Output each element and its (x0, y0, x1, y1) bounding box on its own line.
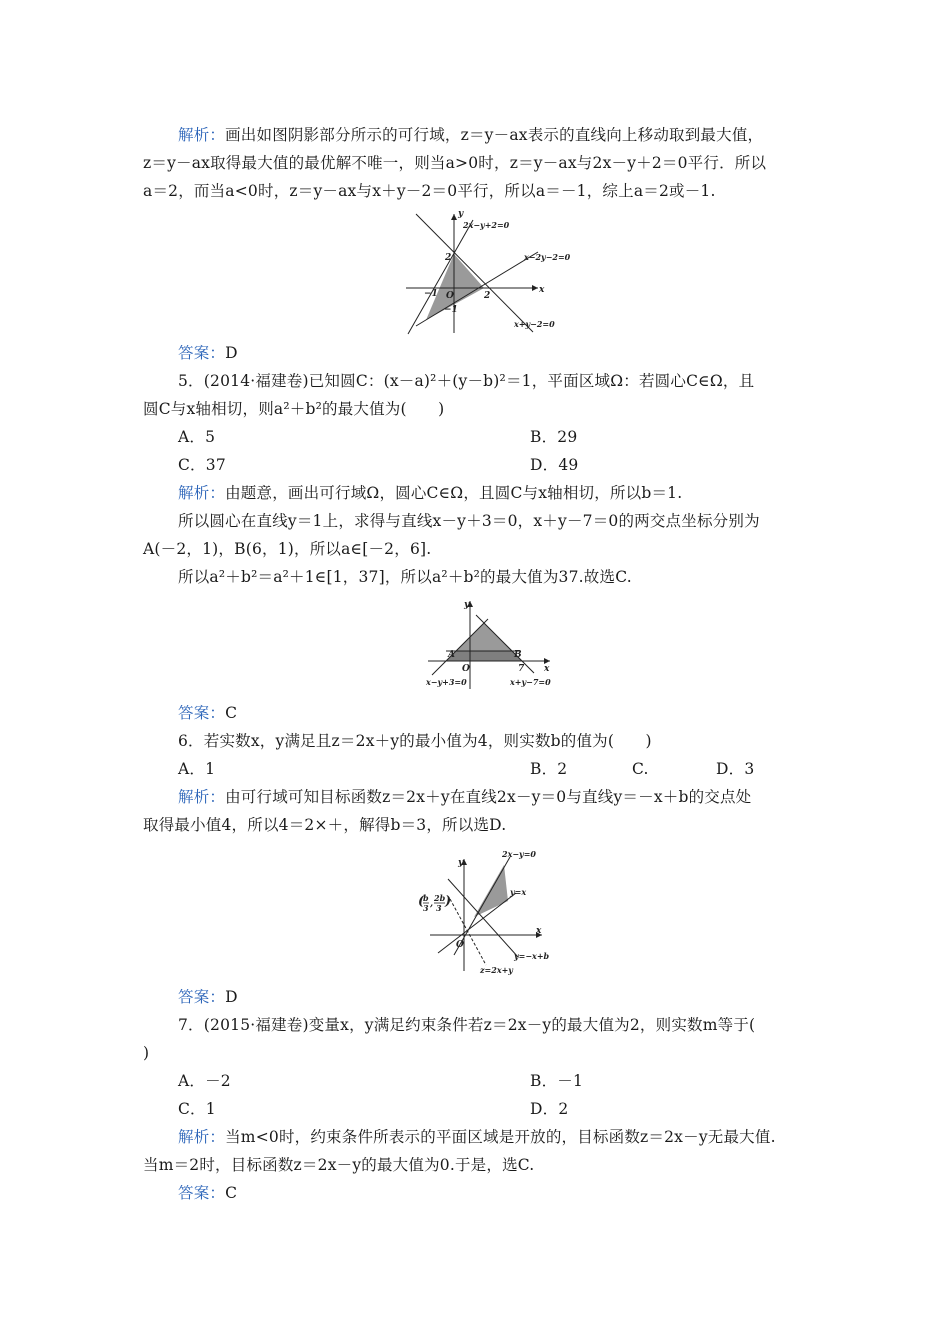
tick-minus1-x: −1 (424, 289, 438, 299)
point-2b: 2b (434, 893, 446, 903)
q7-option-c: C．1 (178, 1100, 216, 1118)
point-paren-right: ) (445, 894, 452, 909)
answer-value: C (225, 1184, 238, 1202)
analysis-label: 解析： (178, 126, 226, 144)
q5-figure (424, 597, 564, 693)
q7-stem-line-2: ) (143, 1044, 150, 1062)
analysis-label: 解析： (178, 1128, 226, 1146)
answer-value: D (225, 344, 238, 362)
label-x-y+3: x−y+3=0 (426, 677, 467, 687)
q7-analysis-line-2: 当m＝2时，目标函数z＝2x－y的最大值为0.于是，选C. (143, 1156, 535, 1174)
analysis-label: 解析： (178, 484, 226, 502)
label-z-2x-y: z=2x+y (480, 965, 513, 975)
point-paren-left: ( (418, 894, 425, 909)
q5-option-b: B．29 (530, 428, 578, 446)
origin-label: O (446, 291, 454, 301)
point-a-label: A (448, 650, 455, 660)
answer-label: 答案： (178, 344, 226, 362)
x-axis-arrow (532, 285, 538, 291)
tick-2-x: 2 (484, 291, 491, 301)
label-x+y-7: x+y−7=0 (510, 677, 551, 687)
q7-option-d: D．2 (530, 1100, 569, 1118)
label-x+y-2: x+y−2=0 (514, 319, 555, 329)
answer-label: 答案： (178, 704, 226, 722)
q5-stem-line-1: 5．(2014·福建卷)已知圆C：(x－a)²＋(y－b)²＝1，平面区域Ω：若圆心C∈Ω，且 (178, 372, 755, 390)
tick-7-label: 7 (518, 664, 525, 674)
q4-figure (398, 208, 598, 338)
answer-value: D (225, 988, 238, 1006)
q7-analysis-line-1: 解析：当m<0时，约束条件所表示的平面区域是开放的，目标函数z＝2x－y无最大值. (178, 1128, 776, 1146)
label-x-2y-2: x−2y−2=0 (524, 252, 571, 262)
q6-figure (418, 843, 568, 975)
point-3b: 3 (436, 903, 442, 913)
label-2x-y: 2x−y=0 (502, 849, 536, 859)
x-axis-label: x (536, 926, 542, 936)
q5-analysis-line-4: 所以a²＋b²＝a²＋1∈[1，37]，所以a²＋b²的最大值为37.故选C. (178, 568, 632, 586)
x-axis-label: x (544, 664, 550, 674)
q4-analysis-line-3: a＝2，而当a<0时，z＝y－ax与x＋y－2＝0平行，所以a＝－1，综上a＝2或－1. (143, 182, 716, 200)
q6-analysis-line-2: 取得最小值4，所以4＝2×＋，解得b＝3，所以选D. (143, 816, 507, 834)
q6-option-c: C. (632, 760, 649, 778)
q6-analysis-line-1: 解析：由可行域可知目标函数z＝2x＋y在直线2x－y＝0与直线y＝－x＋b的交点处 (178, 788, 752, 806)
point-comma: , (430, 899, 434, 909)
origin-label: O (456, 940, 464, 950)
tick-2-y: 2 (445, 253, 452, 263)
q6-option-d: D．3 (716, 760, 755, 778)
q4-answer (178, 343, 238, 363)
q7-stem-line-1: 7．(2015·福建卷)变量x，y满足约束条件若z＝2x－y的最大值为2，则实数m等于( (178, 1016, 756, 1034)
q5-analysis-line-1: 解析：由题意，画出可行域Ω，圆心C∈Ω，且圆C与x轴相切，所以b＝1. (178, 484, 683, 502)
analysis-label: 解析： (178, 788, 226, 806)
point-b: b (423, 893, 429, 903)
q4-analysis-line-1: 解析：画出如图阴影部分所示的可行域，z＝y－ax表示的直线向上移动取到最大值， (178, 126, 764, 144)
y-axis-arrow (451, 214, 457, 220)
label-2x-y+2: 2x−y+2=0 (463, 220, 510, 230)
q6-stem: 6．若实数x，y满足且z＝2x＋y的最小值为4，则实数b的值为( ) (178, 732, 652, 750)
label-y-neg-x-b: y=−x+b (514, 951, 550, 961)
y-axis-label: y (458, 209, 464, 219)
tick-minus1-y: −1 (444, 305, 458, 315)
q5-option-a: A．5 (178, 428, 216, 446)
q7-option-a: A．－2 (178, 1072, 231, 1090)
origin-label: O (462, 664, 470, 674)
answer-label: 答案： (178, 988, 226, 1006)
region-strip (446, 651, 522, 661)
q6-option-b: B．2 (530, 760, 568, 778)
q5-analysis-line-2: 所以圆心在直线y＝1上，求得与直线x－y＋3＝0，x＋y－7＝0的两交点坐标分别为 (178, 512, 760, 530)
y-axis-label: y (458, 858, 464, 868)
label-y-x: y=x (510, 887, 527, 897)
q7-answer (178, 1183, 237, 1203)
q4-analysis-line-2: z＝y－ax取得最大值的最优解不唯一，则当a>0时，z＝y－ax与2x－y＋2＝0平行．所以 (143, 154, 767, 172)
q5-stem-line-2: 圆C与x轴相切，则a²＋b²的最大值为( ) (143, 400, 445, 418)
q5-option-c: C．37 (178, 456, 226, 474)
q6-answer (178, 987, 238, 1007)
y-axis-label: y (464, 600, 470, 610)
answer-label: 答案： (178, 1184, 226, 1202)
point-3: 3 (423, 903, 429, 913)
q5-analysis-line-3: A(－2，1)，B(6，1)，所以a∈[－2，6]. (143, 540, 432, 558)
q6-option-a: A．1 (178, 760, 216, 778)
q7-option-b: B．－1 (530, 1072, 584, 1090)
x-axis-label: x (539, 285, 545, 295)
q5-option-d: D．49 (530, 456, 579, 474)
answer-value: C (225, 704, 238, 722)
point-b-label: B (514, 650, 522, 660)
q5-answer (178, 703, 237, 723)
